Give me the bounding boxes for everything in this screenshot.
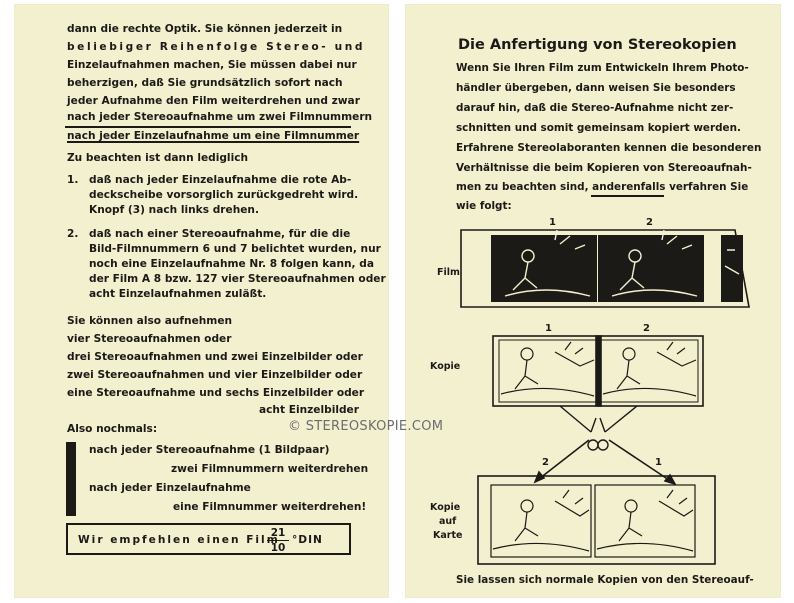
item-number: 1. [67,174,79,186]
item-line: Knopf (3) nach links drehen. [89,204,259,216]
item-line: acht Einzelaufnahmen zuläßt. [89,288,267,300]
rule-single: nach jeder Einzelaufnahme um eine Filmnummer [67,130,360,142]
options-line: zwei Stereoaufnahmen und vier Einzelbilder oder [67,369,363,381]
options-line: acht Einzelbilder [259,404,359,416]
nochmals-title: Also nochmals: [67,423,158,435]
film-number: 1 [549,217,556,228]
side-bar [66,442,76,516]
body-line: Erfahrene Stereolaboranten kennen die besonderen [456,142,762,154]
rule-stereo: nach jeder Stereoaufnahme um zwei Filmnummern [67,111,373,123]
recommendation-text: Wir empfehlen einen Film [78,534,280,546]
body-line: händler übergeben, dann weisen Sie besonders [456,82,736,94]
kopie-frames [493,336,703,406]
beachten-title: Zu beachten ist dann lediglich [67,152,249,164]
options-line: vier Stereoaufnahmen oder [67,333,232,345]
nochmals-line: eine Filmnummer weiterdrehen! [173,501,367,513]
din-denominator: 10 [270,542,286,554]
para1-line: Einzelaufnahmen machen, Sie müssen dabei nur [67,59,357,71]
cut-number: 2 [542,457,549,468]
body-line: men zu beachten sind, anderenfalls verfahren Sie [456,181,749,193]
kopie-number: 1 [545,323,552,334]
item-line: daß nach einer Stereoaufnahme, für die die [89,228,351,240]
cut-number: 1 [655,457,662,468]
kopie-number: 2 [643,323,650,334]
din-fraction [265,527,291,554]
nochmals-line: nach jeder Einzelaufnahme [89,482,251,494]
label-film: Film [437,267,460,278]
label-kopie-karte: auf [439,516,457,527]
para1-line: jeder Aufnahme den Film weiterdrehen und zwar [67,95,360,107]
footer-line: Sie lassen sich normale Kopien von den Stereoauf- [456,574,754,586]
scissors-icon [560,406,637,450]
page-title: Die Anfertigung von Stereokopien [458,37,737,53]
label-kopie-karte: Kopie [430,502,461,513]
nochmals-line: nach jeder Stereoaufnahme (1 Bildpaar) [89,444,330,456]
watermark: © STEREOSKOPIE.COM [288,419,444,434]
nochmals-line: zwei Filmnummern weiterdrehen [171,463,369,475]
body-line: schnitten und somit gemeinsam kopiert werden. [456,122,741,134]
label-kopie: Kopie [430,361,461,372]
film-recommendation-box [66,523,351,555]
item-number: 2. [67,228,79,240]
cut-arrows [535,440,675,484]
label-kopie-karte: Karte [433,530,463,541]
item-line: daß nach jeder Einzelaufnahme die rote Ab- [89,174,352,186]
din-unit: °DIN [292,534,323,546]
stereo-copy-diagram [405,4,781,598]
item-line: Bild-Filmnummern 6 und 7 belichtet wurden, nur [89,243,381,255]
body-line: wie folgt: [456,200,512,212]
para1-line: dann die rechte Optik. Sie können jederzeit in [67,23,343,35]
din-numerator: 21 [270,527,286,539]
body-line: darauf hin, daß die Stereo-Aufnahme nicht zer- [456,102,734,114]
film-number: 2 [646,217,653,228]
right-page [405,4,781,598]
body-line: Wenn Sie Ihren Film zum Entwickeln Ihrem Photo- [456,62,749,74]
para1-line: beliebiger Reihenfolge Stereo- und [67,41,366,53]
options-line: eine Stereoaufnahme und sechs Einzelbilder oder [67,387,365,399]
item-line: noch eine Einzelaufnahme Nr. 8 folgen kann, da [89,258,374,270]
card-frames [478,476,715,564]
left-page [14,4,389,598]
item-line: deckscheibe vorsorglich zurückgedreht wird. [89,189,359,201]
item-line: der Film A 8 bzw. 127 vier Stereoaufnahmen oder [89,273,386,285]
options-line: Sie können also aufnehmen [67,315,233,327]
film-strip [461,230,749,307]
rule-underline [65,126,351,128]
options-line: drei Stereoaufnahmen und zwei Einzelbilder oder [67,351,363,363]
body-line: Verhältnisse die beim Kopieren von Stereoaufnah- [456,162,752,174]
para1-line: beherzigen, daß Sie grundsätzlich sofort nach [67,77,343,89]
